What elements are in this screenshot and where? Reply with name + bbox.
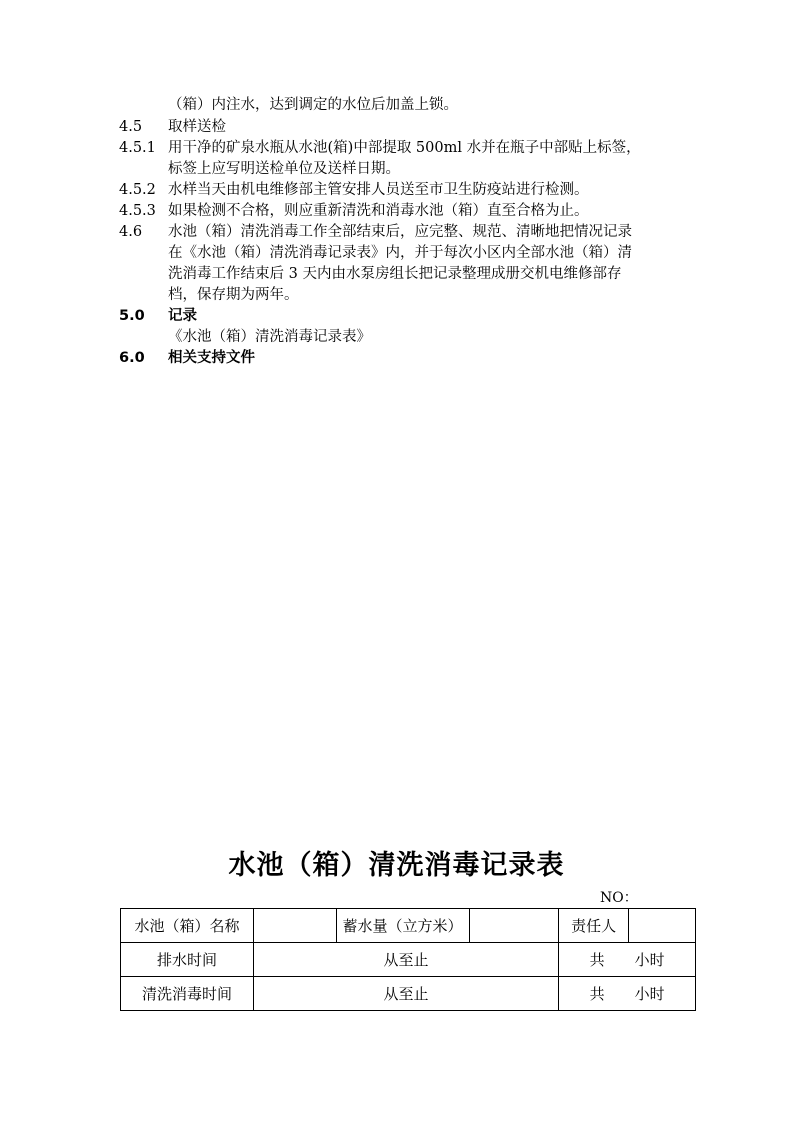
section-4-5-3-number: 4.5.3 (119, 203, 156, 219)
pool-name-label: 水池（箱）名称 (121, 909, 254, 943)
clean-total-label: 共 (589, 985, 605, 1003)
section-5-0-number: 5.0 (119, 308, 145, 324)
table-row (121, 943, 696, 977)
table-row (121, 977, 696, 1011)
section-6-0-number: 6.0 (119, 350, 145, 366)
record-table (120, 908, 696, 1011)
section-4-5-2-number: 4.5.2 (119, 182, 156, 198)
form-title: 水池（箱）清洗消毒记录表 (228, 850, 565, 881)
section-4-5-3-text: 如果检测不合格，则应重新清洗和消毒水池（箱）直至合格为止。 (168, 203, 589, 219)
clean-time-total[interactable] (559, 977, 696, 1011)
section-5-0-title: 记录 (168, 308, 197, 324)
section-4-6-line-4: 档，保存期为两年。 (168, 287, 299, 303)
clean-time-label: 清洗消毒时间 (121, 977, 254, 1011)
responsible-person-value[interactable] (629, 909, 696, 943)
clean-unit-label: 小时 (634, 985, 665, 1003)
section-4-5-2-text: 水样当天由机电维修部主管安排人员送至市卫生防疫站进行检测。 (168, 182, 589, 198)
drain-total-label: 共 (589, 951, 605, 969)
clean-time-range[interactable]: 从至止 (253, 977, 558, 1011)
drain-time-range[interactable]: 从至止 (253, 943, 558, 977)
section-4-6-line-1: 水池（箱）清洗消毒工作全部结束后，应完整、规范、清晰地把情况记录 (168, 224, 632, 240)
section-6-0-title: 相关支持文件 (168, 350, 255, 366)
pool-name-value[interactable] (253, 909, 336, 943)
drain-time-total[interactable] (559, 943, 696, 977)
section-4-5-1-number: 4.5.1 (119, 140, 156, 156)
drain-time-label: 排水时间 (121, 943, 254, 977)
responsible-person-label: 责任人 (559, 909, 629, 943)
volume-value[interactable] (469, 909, 559, 943)
table-row (121, 909, 696, 943)
continuation-line: （箱）内注水，达到调定的水位后加盖上锁。 (168, 97, 458, 113)
drain-unit-label: 小时 (634, 951, 665, 969)
section-4-6-line-3: 洗消毒工作结束后 3 天内由水泵房组长把记录整理成册交机电维修部存 (168, 266, 622, 282)
section-4-5-number: 4.5 (119, 119, 143, 135)
section-4-5-text: 取样送检 (168, 119, 226, 135)
section-5-0-item: 《水池（箱）清洗消毒记录表》 (168, 329, 371, 345)
section-4-6-number: 4.6 (119, 224, 143, 240)
volume-label: 蓄水量（立方米） (336, 909, 469, 943)
form-number-label: NO： (600, 890, 638, 906)
section-4-5-1-line-1: 用干净的矿泉水瓶从水池(箱)中部提取 500ml 水并在瓶子中部贴上标签， (168, 140, 641, 156)
section-4-6-line-2: 在《水池（箱）清洗消毒记录表》内，并于每次小区内全部水池（箱）清 (168, 245, 632, 261)
section-4-5-1-line-2: 标签上应写明送检单位及送样日期。 (168, 161, 400, 177)
